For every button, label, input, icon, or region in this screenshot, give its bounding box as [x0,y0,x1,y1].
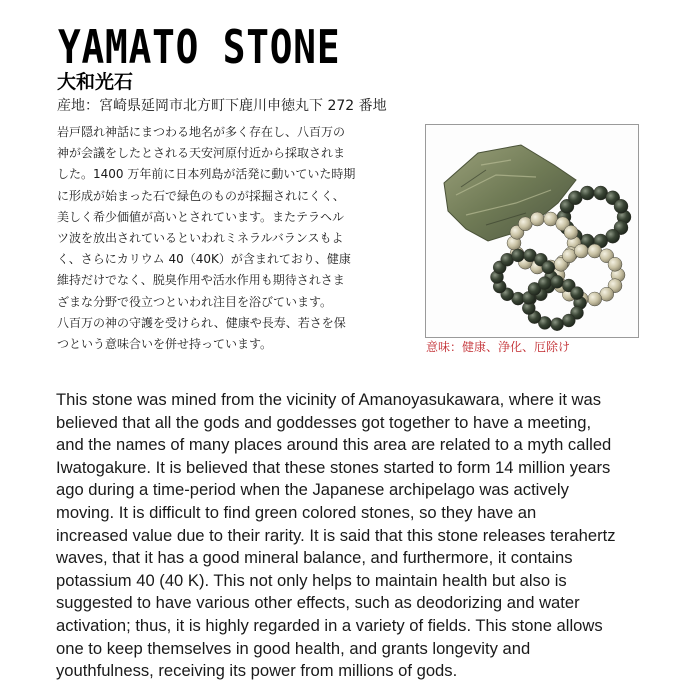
ja-line: した。1400 万年前に日本列島が活発に動いていた時期 [57,167,356,182]
bead [571,287,584,300]
en-line: Iwatogakure. It is believed that these stones started to form 14 million years [56,457,611,477]
bead [608,257,622,271]
ja-line: 岩戸隠れ神話にまつわる地名が多く存在し、八百万の [57,125,346,139]
bead [580,186,594,200]
ja-line: く、さらにカリウム 40（40K）が含まれており、健康 [57,252,351,267]
en-line: believed that all the gods and goddesses got together to have a meeting, [56,412,592,432]
product-photo [425,124,639,338]
en-line: ago during a time-period when the Japanese archipelago was actively [56,480,569,500]
page-title: YAMATO STONE [58,20,341,74]
bead [564,225,578,239]
bead [538,277,551,290]
bead [512,249,525,262]
en-line: and the names of many places around this area are related to a myth called [56,435,612,455]
ja-line: ざまな分野で役立つといわれ注目を浴びています。 [57,294,333,309]
ja-line: つという意味合いを併せ持っています。 [57,336,273,351]
japanese-name: 大和光石 [57,71,134,93]
en-line: activation; thus, it is highly regarded in a variety of fields. This stone allows [56,615,603,635]
en-line: waves, that it has a good mineral balance, and furthermore, it contains [56,548,573,568]
bead [542,261,555,274]
bead [562,314,575,327]
japanese-description [57,122,407,355]
en-line: potassium 40 (40 K). This not only helps to maintain health but also is [56,570,567,590]
origin-text: 産地：宮崎県延岡市北方町下鹿川申徳丸下 272 番地 [57,98,387,114]
en-line: one to keep themselves in good health, and grants longevity and [56,638,531,658]
bead [614,199,628,213]
ja-line: 維持だけでなく、脱臭作用や活水作用も期待されさま [57,273,345,288]
meaning-text: 意味：健康、浄化、厄除け [426,340,571,354]
ja-line: 八百万の神の守護を受けられ、健康や長寿、若さを保 [57,315,346,330]
en-line: increased value due to their rarity. It is said that this stone releases terahertz [56,525,616,545]
ja-line: ツ波を放出されているといわれミネラルバランスもよ [57,230,344,245]
stone-and-bracelets-photo [426,125,638,337]
english-description [56,389,676,683]
ja-line: 美しく希少価値が高いとされています。またテラヘル [57,209,345,224]
en-line: This stone was mined from the vicinity of Amanoyasukawara, where it was [56,390,602,409]
bead [530,212,544,226]
bead [551,318,564,331]
ja-line: に形成が始まった石で緑色のものが採掘されにくく、 [57,188,345,203]
en-line: moving. It is difficult to find green colored stones, so they have an [56,502,537,522]
en-line: suggested to have various other effects, such as deodorizing and water [56,593,580,613]
ja-line: 神が会議をしたとされる天安河原付近から採取されま [57,146,346,161]
bead [588,292,602,306]
en-line: youthfulness, receiving its power from millions of gods. [56,661,458,681]
bead [551,275,564,288]
bead [574,244,588,258]
